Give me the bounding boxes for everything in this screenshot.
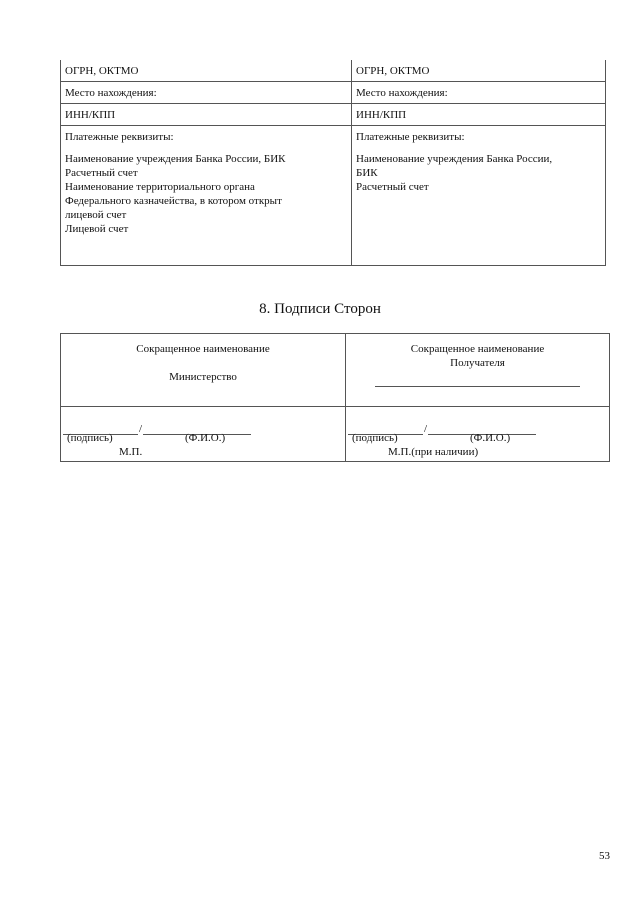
right-header-label-2: Получателя [450, 357, 505, 369]
payment-line-left-6: Лицевой счет [65, 223, 129, 235]
left-fio-label: (Ф.И.О.) [185, 432, 226, 444]
payment-line-left-5: лицевой счет [65, 209, 127, 221]
row-payment [61, 126, 606, 266]
signature-right-header [346, 334, 610, 407]
cell-payment-left [61, 126, 352, 266]
payment-line-right-2: БИК [356, 167, 378, 179]
right-fio-label: (Ф.И.О.) [470, 432, 511, 444]
cell-payment-right [352, 126, 606, 266]
left-header-label: Сокращенное наименование [136, 343, 270, 355]
cell-inn-left: ИНН/КПП [61, 104, 352, 126]
right-sign-slash: / [424, 423, 428, 435]
right-stamp-label: М.П.(при наличии) [388, 446, 479, 458]
cell-ogrn-left: ОГРН, ОКТМО [61, 60, 352, 82]
right-header-label: Сокращенное наименование [410, 343, 545, 355]
left-stamp-label: М.П. [119, 446, 143, 458]
requisites-table [60, 60, 606, 266]
payment-line-left-4: Федерального казначейства, в котором открыт [65, 195, 282, 207]
cell-inn-right: ИНН/КПП [352, 104, 606, 126]
payment-line-left-1: Наименование учреждения Банка России, БИК [65, 153, 286, 165]
right-sign-label: (подпись) [352, 432, 398, 444]
row-ogrn [61, 60, 606, 82]
signatures-sign-row [61, 407, 610, 462]
signature-right-sign [346, 407, 610, 462]
row-address [61, 82, 606, 104]
payment-title-left: Платежные реквизиты: [65, 131, 174, 143]
payment-line-left-3: Наименование территориального органа [65, 181, 255, 193]
cell-address-right: Место нахождения: [352, 82, 606, 104]
row-inn [61, 104, 606, 126]
signature-left-sign [61, 407, 346, 462]
section-title: 8. Подписи Сторон [259, 301, 381, 317]
signatures-header-row [61, 334, 610, 407]
recipient-name-blank [375, 382, 580, 387]
left-party-name: Министерство [169, 371, 237, 383]
page-number: 53 [599, 850, 610, 862]
cell-address-left: Место нахождения: [61, 82, 352, 104]
payment-line-right-3: Расчетный счет [356, 181, 429, 193]
signature-left-header [61, 334, 346, 407]
payment-line-right-1: Наименование учреждения Банка России, [356, 153, 553, 165]
left-sign-label: (подпись) [67, 432, 113, 444]
payment-line-left-2: Расчетный счет [65, 167, 138, 179]
cell-ogrn-right: ОГРН, ОКТМО [352, 60, 606, 82]
payment-title-right: Платежные реквизиты: [356, 131, 465, 143]
signatures-table [60, 333, 610, 462]
left-sign-slash: / [139, 423, 143, 435]
